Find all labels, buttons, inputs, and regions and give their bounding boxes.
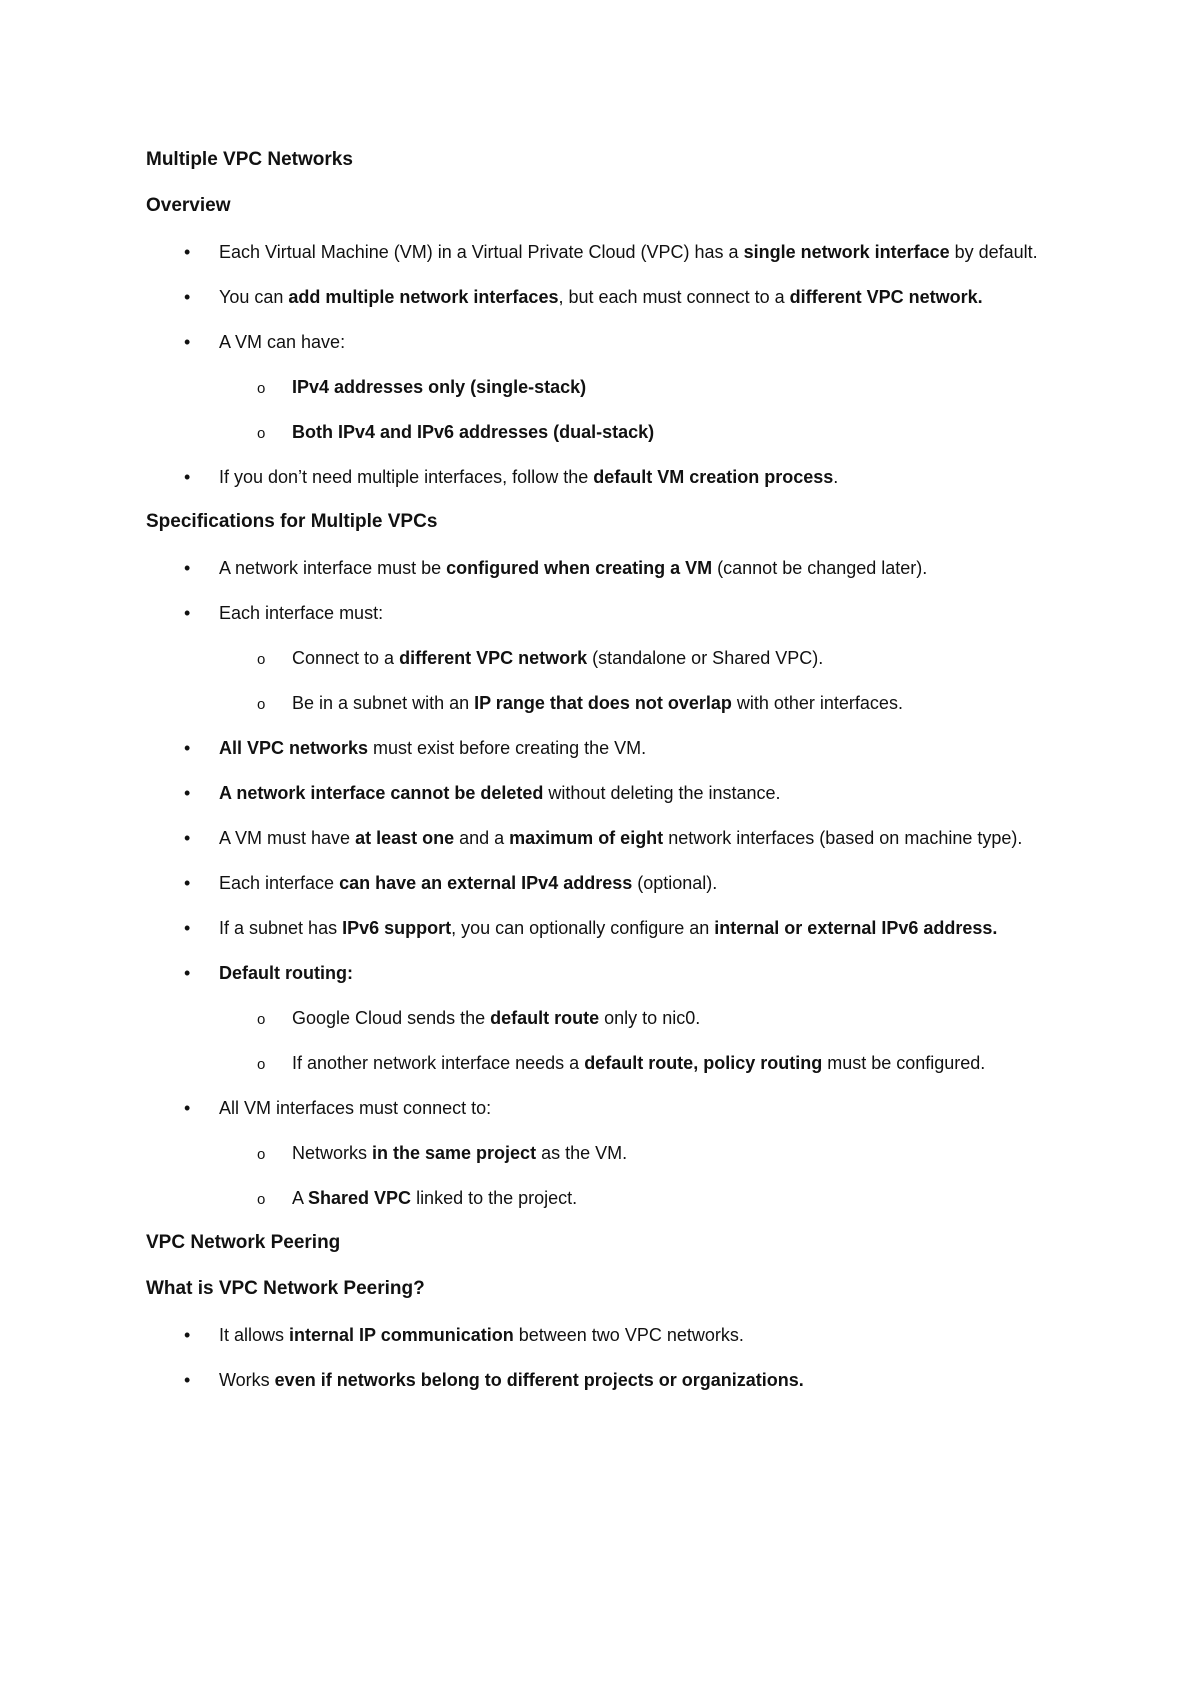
list-item: • A VM can have: o IPv4 addresses only (single-stack) o Both IPv4 and IPv6 addresses (dual-stack) <box>146 328 1120 447</box>
heading-vpc-network-peering: VPC Network Peering <box>146 1232 341 1253</box>
heading-overview: Overview <box>146 195 231 216</box>
list-item: • You can add multiple network interfaces, but each must connect to a different VPC network. <box>146 283 1120 312</box>
heading-multiple-vpc-networks: Multiple VPC Networks <box>146 149 353 170</box>
specs-list <box>146 554 1120 1213</box>
heading-specifications: Specifications for Multiple VPCs <box>146 511 438 532</box>
overview-list <box>146 238 1120 492</box>
sub-list-item: o If another network interface needs a default route, policy routing must be configured. <box>219 1049 1120 1078</box>
list-item: • A VM must have at least one and a maximum of eight network interfaces (based on machine type). <box>146 824 1120 853</box>
sub-list-item: o Be in a subnet with an IP range that does not overlap with other interfaces. <box>219 689 1120 718</box>
list-item: • All VM interfaces must connect to: o Networks in the same project as the VM. o A Shared VPC linked to the project. <box>146 1094 1120 1213</box>
list-item: • Each interface can have an external IPv4 address (optional). <box>146 869 1120 898</box>
sub-list <box>219 1139 1120 1213</box>
list-item: • All VPC networks must exist before creating the VM. <box>146 734 1120 763</box>
list-item: • A network interface must be configured when creating a VM (cannot be changed later). <box>146 554 1120 583</box>
sub-list-item: o A Shared VPC linked to the project. <box>219 1184 1120 1213</box>
sub-list-item: o IPv4 addresses only (single-stack) <box>219 373 1120 402</box>
sub-list <box>219 373 1120 447</box>
list-item: • Each Virtual Machine (VM) in a Virtual Private Cloud (VPC) has a single network interface by default. <box>146 238 1120 267</box>
list-item: • If a subnet has IPv6 support, you can optionally configure an internal or external IPv6 address. <box>146 914 1120 943</box>
sub-list-item: o Networks in the same project as the VM. <box>219 1139 1120 1168</box>
list-item: • If you don’t need multiple interfaces, follow the default VM creation process. <box>146 463 1120 492</box>
sub-list-item: o Both IPv4 and IPv6 addresses (dual-stack) <box>219 418 1120 447</box>
list-item: • Each interface must: o Connect to a different VPC network (standalone or Shared VPC). o Be in a subnet with an IP range that does not overlap with other interfaces. <box>146 599 1120 718</box>
list-item: • It allows internal IP communication between two VPC networks. <box>146 1321 1120 1350</box>
sub-list-item: o Connect to a different VPC network (standalone or Shared VPC). <box>219 644 1120 673</box>
list-item: • A network interface cannot be deleted without deleting the instance. <box>146 779 1120 808</box>
sub-list <box>219 1004 1120 1078</box>
heading-what-is-peering: What is VPC Network Peering? <box>146 1278 425 1299</box>
list-item: • Works even if networks belong to different projects or organizations. <box>146 1366 1120 1395</box>
peering-list <box>146 1321 1120 1395</box>
sub-list-item: o Google Cloud sends the default route only to nic0. <box>219 1004 1120 1033</box>
list-item: • Default routing: o Google Cloud sends the default route only to nic0. o If another network interface needs a default route, policy routing must be configured. <box>146 959 1120 1078</box>
sub-list <box>219 644 1120 718</box>
